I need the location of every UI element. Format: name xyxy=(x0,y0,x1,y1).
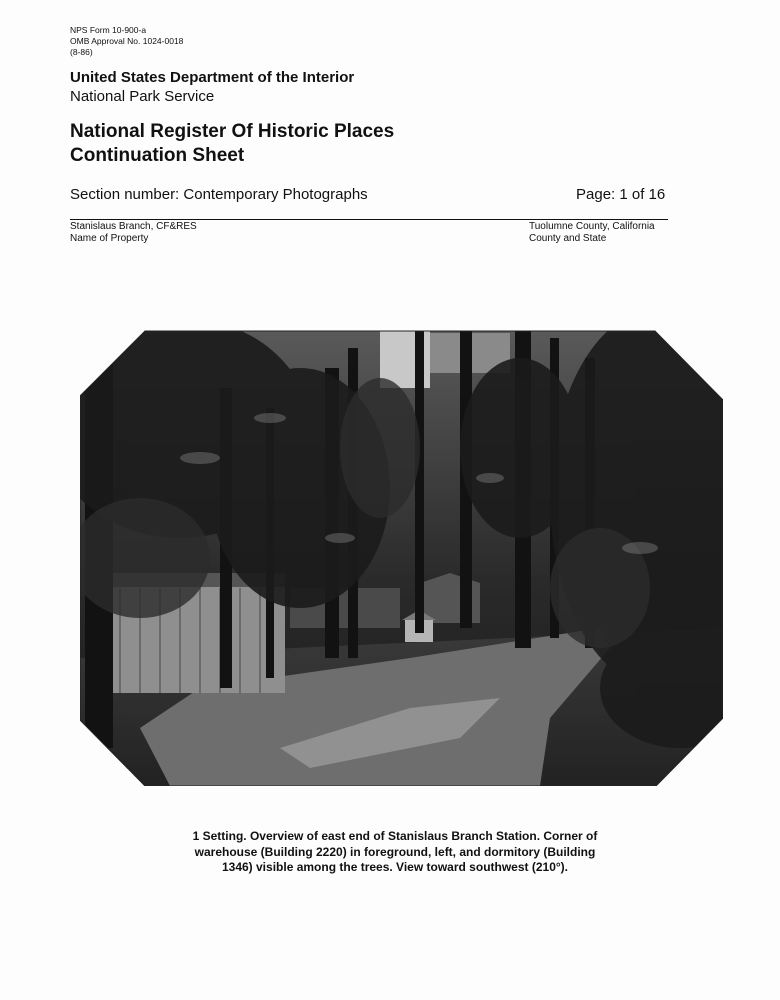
title-line-1: National Register Of Historic Places xyxy=(70,121,395,142)
section-label: Section number: xyxy=(70,186,180,203)
property-label: Name of Property xyxy=(70,233,149,244)
form-number: NPS Form 10-900-a xyxy=(70,25,147,35)
page-value: 1 of 16 xyxy=(619,186,666,203)
document-title xyxy=(70,120,394,168)
caption-line-1: 1 Setting. Overview of east end of Stanislaus Branch Station. Corner of xyxy=(192,829,598,843)
form-revision: (8-86) xyxy=(70,47,93,57)
caption-line-3: 1346) visible among the trees. View toward southwest (210°). xyxy=(221,860,569,874)
setting-photograph xyxy=(80,328,723,786)
page-number xyxy=(576,186,665,203)
service-name: National Park Service xyxy=(70,88,215,105)
property-name: Stanislaus Branch, CF&RES xyxy=(70,221,197,232)
property-block xyxy=(70,221,197,245)
section-value: Contemporary Photographs xyxy=(183,186,368,203)
county-label: County and State xyxy=(529,233,607,244)
county-name: Tuolumne County, California xyxy=(529,221,655,232)
agency-header xyxy=(70,68,354,106)
section-number xyxy=(70,186,368,203)
department-name: United States Department of the Interior xyxy=(70,69,355,86)
caption-line-2: warehouse (Building 2220) in foreground, left, and dormitory (Building xyxy=(194,844,596,859)
header-divider xyxy=(70,219,668,220)
omb-approval: OMB Approval No. 1024-0018 xyxy=(70,36,184,46)
page-label: Page: xyxy=(576,186,616,203)
form-identifiers xyxy=(70,25,183,58)
title-line-2: Continuation Sheet xyxy=(70,145,245,166)
photo-caption xyxy=(170,829,620,876)
county-block xyxy=(529,221,655,245)
